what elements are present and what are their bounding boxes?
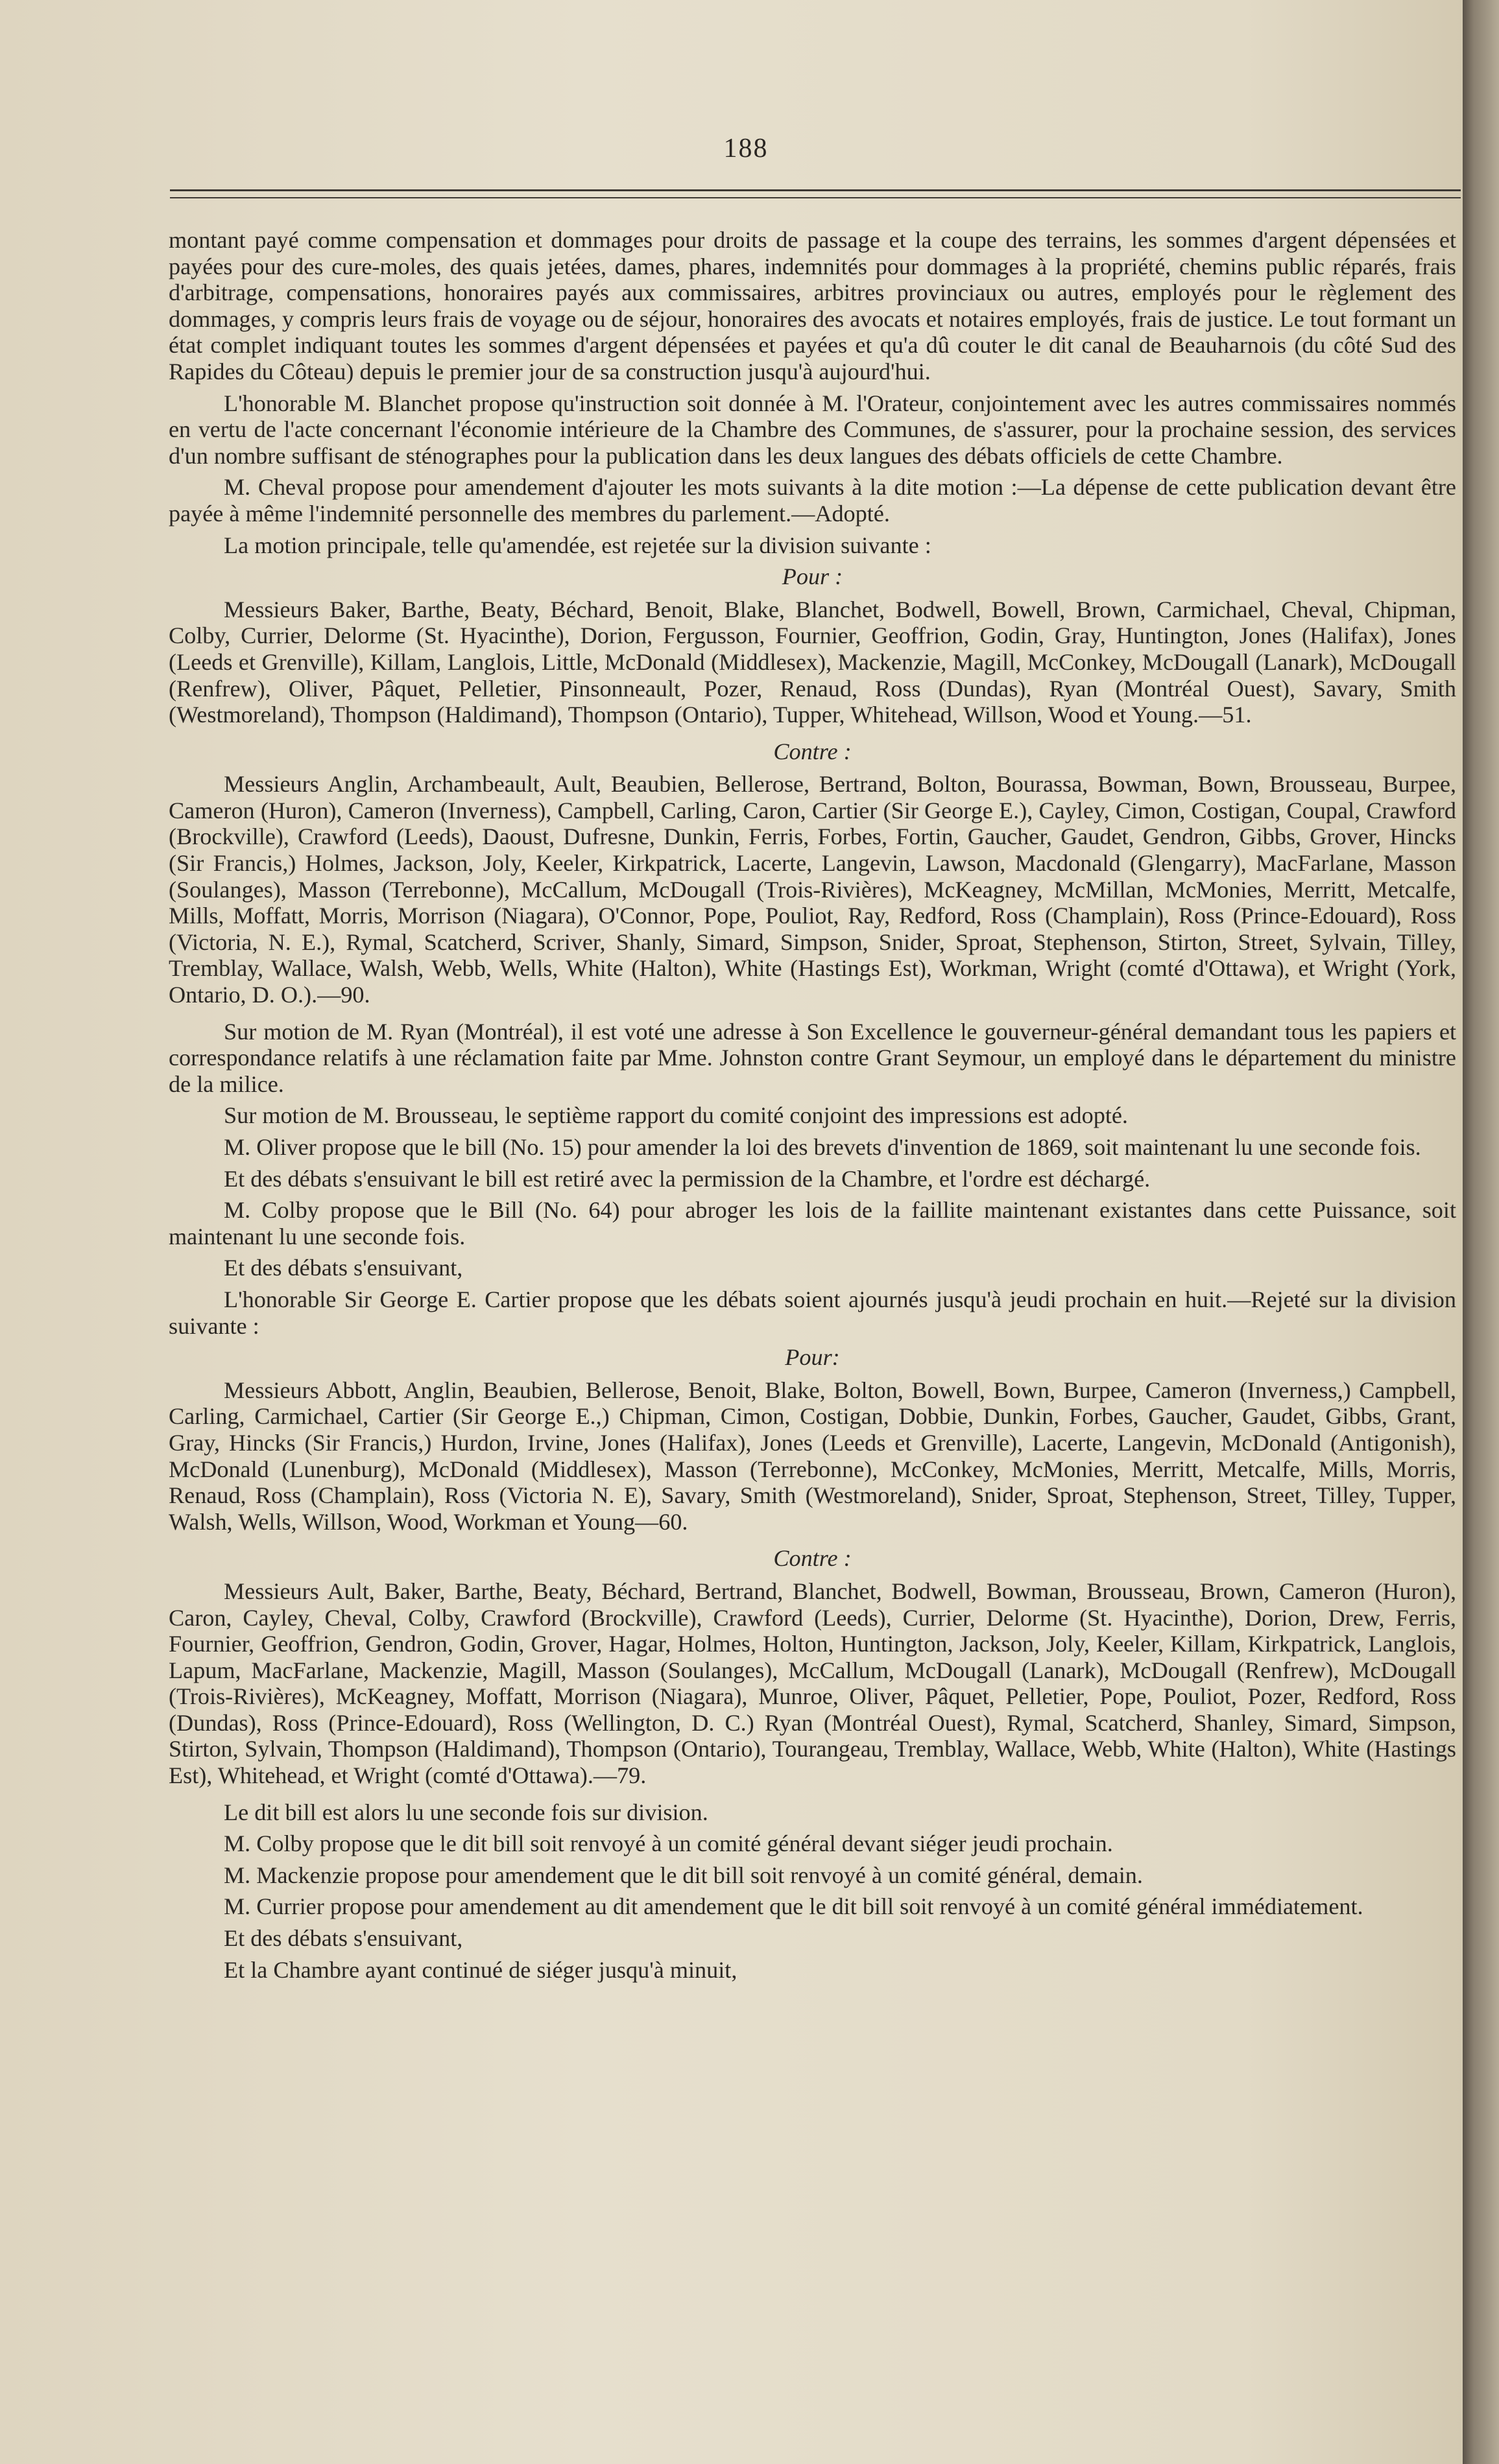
division-heading: Pour:: [785, 1344, 840, 1371]
paragraph: Et des débats s'ensuivant le bill est retiré avec la permission de la Chambre, et l'ordre est déchargé.: [224, 1165, 1151, 1192]
vote-list-paragraph: Messieurs Ault, Baker, Barthe, Beaty, Béchard, Bertrand, Blanchet, Bodwell, Bowman, Brousseau, Brown, Cameron (Huron), Caron, Cayley, Cheval, Colby, Crawford (Brockville), Crawford (Leeds), Currier, Delorme (St. Hyacinthe), Dorion, Drew, Ferris, Fournier, Geoffrion, Gendron, Godin, Grover, Hagar, Holmes, Holton, Huntington, Jackson, Joly, Keeler, Killam, Kirkpatrick, Langlois, Lapum, MacFarlane, Mackenzie, Magill, Masson (Soulanges), McCallum, McDougall (Lanark), McDougall (Renfrew), McDougall (Trois-Rivières), McKeagney, Moffatt, Morrison (Niagara), Munroe, Oliver, Pâquet, Pelletier, Pope, Pouliot, Pozer, Redford, Ross (Dundas), Ross (Prince-Edouard), Ross (Wellington, D. C.) Ryan (Montréal Ouest), Rymal, Scatcherd, Shanley, Simard, Simpson, Stirton, Sylvain, Thompson (Haldimand), Thompson (Ontario), Tourangeau, Tremblay, Wallace, Webb, White (Halton), White (Hastings Est), Whitehead, et Wright (comté d'Ottawa).—79.: [169, 1578, 1456, 1789]
paragraph: M. Cheval propose pour amendement d'ajouter les mots suivants à la dite motion :—La dépense de cette publication devant être payée à même l'indemnité personnelle des membres du parlement.—Adopté.: [169, 474, 1456, 527]
paragraph: M. Oliver propose que le bill (No. 15) pour amender la loi des brevets d'invention de 1869, soit maintenant lu une seconde fois.: [224, 1134, 1421, 1160]
paragraph: L'honorable Sir George E. Cartier propose que les débats soient ajournés jusqu'à jeudi prochain en huit.—Rejeté sur la division suivante :: [169, 1286, 1456, 1339]
paragraph: La motion principale, telle qu'amendée, est rejetée sur la division suivante :: [224, 532, 931, 558]
paragraph: Sur motion de M. Ryan (Montréal), il est voté une adresse à Son Excellence le gouverneur-général demandant tous les papiers et correspondance relatifs à une réclamation faite par Mme. Johnston contre Grant Seymour, un employé dans le département du ministre de la milice.: [169, 1018, 1456, 1097]
division-heading: Contre :: [773, 738, 852, 764]
paragraph: Sur motion de M. Brousseau, le septième rapport du comité conjoint des impressions est adopté.: [224, 1102, 1128, 1129]
division-heading: Contre :: [773, 1545, 852, 1572]
paragraph: Et des débats s'ensuivant,: [224, 1255, 463, 1281]
paragraph: M. Colby propose que le dit bill soit renvoyé à un comité général devant siéger jeudi prochain.: [224, 1830, 1113, 1857]
vote-list-paragraph: Messieurs Baker, Barthe, Beaty, Béchard, Benoit, Blake, Blanchet, Bodwell, Bowell, Brown, Carmichael, Cheval, Chipman, Colby, Currier, Delorme (St. Hyacinthe), Dorion, Fergusson, Fournier, Geoffrion, Godin, Gray, Huntington, Jones (Halifax), Jones (Leeds et Grenville), Killam, Langlois, Little, McDonald (Middlesex), Mackenzie, Magill, McConkey, McDougall (Lanark), McDougall (Renfrew), Oliver, Pâquet, Pelletier, Pinsonneault, Pozer, Renaud, Ross (Dundas), Ryan (Montréal Ouest), Savary, Smith (Westmoreland), Thompson (Haldimand), Thompson (Ontario), Tupper, Whitehead, Willson, Wood et Young.—51.: [169, 596, 1456, 728]
paragraph: M. Currier propose pour amendement au dit amendement que le dit bill soit renvoyé à un comité général immédiatement.: [224, 1893, 1363, 1920]
vote-list-paragraph: Messieurs Anglin, Archambeault, Ault, Beaubien, Bellerose, Bertrand, Bolton, Bourassa, Bowman, Bown, Brousseau, Burpee, Cameron (Huron), Cameron (Inverness), Campbell, Carling, Caron, Cartier (Sir George E.), Cayley, Cimon, Costigan, Coupal, Crawford (Brockville), Crawford (Leeds), Daoust, Dufresne, Dunkin, Ferris, Forbes, Fortin, Gaucher, Gaudet, Gendron, Gibbs, Grover, Hincks (Sir Francis,) Holmes, Jackson, Joly, Keeler, Kirkpatrick, Lacerte, Langevin, Lawson, Macdonald (Glengarry), MacFarlane, Masson (Soulanges), Masson (Terrebonne), McCallum, McDougall (Trois-Rivières), McKeagney, McMillan, McMonies, Merritt, Metcalfe, Mills, Moffatt, Morris, Morrison (Niagara), O'Connor, Pope, Pouliot, Ray, Redford, Ross (Champlain), Ross (Prince-Edouard), Ross (Victoria, N. E.), Rymal, Scatcherd, Scriver, Shanly, Simard, Simpson, Snider, Sproat, Stephenson, Stirton, Street, Sylvain, Tilley, Tremblay, Wallace, Walsh, Webb, Wells, White (Halton), White (Hastings Est), Workman, Wright (comté d'Ottawa), et Wright (York, Ontario, D. O.).—90.: [169, 771, 1456, 1008]
paragraph: L'honorable M. Blanchet propose qu'instruction soit donnée à M. l'Orateur, conjointement avec les autres commissaires nommés en vertu de l'acte concernant l'économie intérieure de la Chambre des Communes, de s'assurer, pour la prochaine session, des services d'un nombre suffisant de sténographes pour la publication dans les deux langues des débats officiels de cette Chambre.: [169, 390, 1456, 469]
division-heading: Pour :: [782, 563, 843, 590]
paragraph: montant payé comme compensation et dommages pour droits de passage et la coupe des terrains, les sommes d'argent dépensées et payées pour des cure-moles, des quais jetées, dames, phares, indemnités pour dommages à la propriété, chemins public réparés, frais d'arbitrage, compensations, honoraires payés aux commissaires, arbitres provinciaux ou autres, employés pour le règlement des dommages, y compris leurs frais de voyage ou de séjour, honoraires des avocats et notaires employés, frais de justice. Le tout formant un état complet indiquant toutes les sommes d'argent dépensées et payées et qu'a dû couter le dit canal de Beauharnois (du côté Sud des Rapides du Côteau) depuis le premier jour de sa construction jusqu'à aujourd'hui.: [169, 227, 1456, 385]
body-text: [169, 227, 1456, 1988]
header-rule-thin: [170, 197, 1461, 198]
vote-list-paragraph: Messieurs Abbott, Anglin, Beaubien, Bellerose, Benoit, Blake, Bolton, Bowell, Bown, Burpee, Cameron (Inverness,) Campbell, Carling, Carmichael, Cartier (Sir George E.,) Chipman, Cimon, Costigan, Dobbie, Dunkin, Forbes, Gaucher, Gaudet, Gibbs, Grant, Gray, Hincks (Sir Francis,) Hurdon, Irvine, Jones (Halifax), Jones (Leeds et Grenville), Lacerte, Langevin, McDonald (Antigonish), McDonald (Lunenburg), McDonald (Middlesex), Masson (Terrebonne), McConkey, McMonies, Merritt, Metcalfe, Mills, Morris, Renaud, Ross (Champlain), Ross (Victoria N. E), Savary, Smith (Westmoreland), Snider, Sproat, Stephenson, Street, Tilley, Tupper, Walsh, Wells, Willson, Wood, Workman et Young—60.: [169, 1377, 1456, 1535]
paragraph: Le dit bill est alors lu une seconde fois sur division.: [224, 1799, 708, 1825]
book-spine-shadow: [1463, 0, 1499, 2464]
paragraph: Et des débats s'ensuivant,: [224, 1925, 463, 1952]
paragraph: Et la Chambre ayant continué de siéger jusqu'à minuit,: [224, 1956, 738, 1983]
page-number: 188: [723, 134, 769, 163]
header-rule: [170, 189, 1461, 191]
paragraph: M. Colby propose que le Bill (No. 64) pour abroger les lois de la faillite maintenant existantes dans cette Puissance, soit maintenant lu une seconde fois.: [169, 1197, 1456, 1250]
paragraph: M. Mackenzie propose pour amendement que le dit bill soit renvoyé à un comité général, demain.: [224, 1862, 1143, 1888]
